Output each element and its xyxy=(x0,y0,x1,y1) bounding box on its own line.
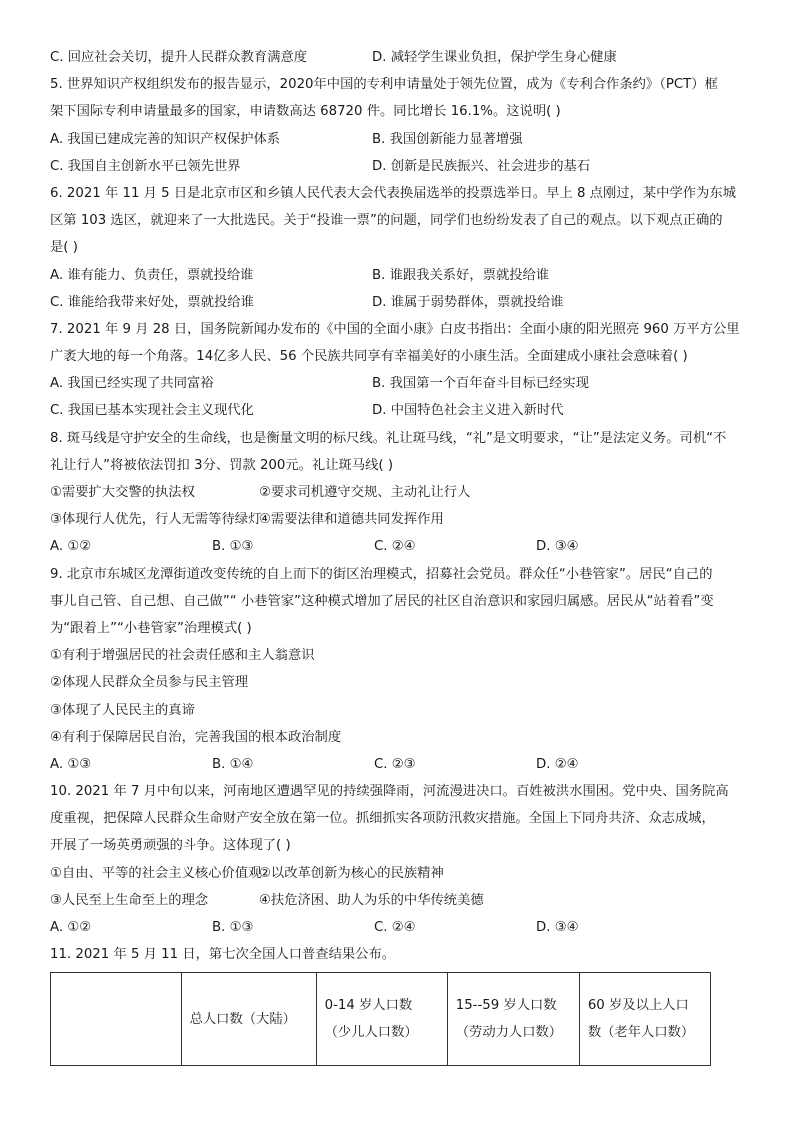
q10-statement-1: ①自由、平等的社会主义核心价值观 xyxy=(50,865,262,881)
q8-stem-line-1: 8. 斑马线是守护安全的生命线，也是衡量文明的标尺线。礼让斑马线，“礼”是文明要求，“让”是法定义务。司机“不 xyxy=(50,430,727,446)
table-header-total-population: 总人口数（大陆） xyxy=(181,973,316,1066)
q4-option-c[interactable]: C. 回应社会关切，提升人民群众教育满意度 xyxy=(50,50,308,65)
q9-stem-line-3: 为“跟着上”“小巷管家”治理模式( ) xyxy=(50,620,252,636)
q10-statements-12 xyxy=(50,860,762,887)
q9-statement-3: ③体现了人民民主的真谛 xyxy=(50,702,195,718)
q6-option-c[interactable]: C. 谁能给我带来好处，票就投给谁 xyxy=(50,294,254,310)
q7-stem-line-1: 7. 2021 年 9 月 28 日，国务院新闻办发布的《中国的全面小康》白皮书指出：全面小康的阳光照亮 960 万平方公里 xyxy=(50,321,740,337)
q4-options-cd xyxy=(50,44,762,71)
q6-option-d[interactable]: D. 谁属于弱势群体，票就投给谁 xyxy=(372,294,564,310)
table-header-age-15-59: 15--59 岁人口数（劳动力人口数） xyxy=(447,973,579,1066)
table-header-row xyxy=(51,973,711,1066)
q6-stem-line-3: 是( ) xyxy=(50,240,78,256)
q8-option-c[interactable]: C. ②④ xyxy=(374,539,416,555)
q8-statement-4: ④需要法律和道德共同发挥作用 xyxy=(259,512,444,528)
q9-option-b[interactable]: B. ①④ xyxy=(212,756,254,772)
q7-option-b[interactable]: B. 我国第一个百年奋斗目标已经实现 xyxy=(372,376,590,392)
q11-stem: 11. 2021 年 5 月 11 日，第七次全国人口普查结果公布。 xyxy=(50,947,396,963)
q7-options-cd xyxy=(50,397,762,424)
q6-option-b[interactable]: B. 谁跟我关系好，票就投给谁 xyxy=(372,267,550,283)
q6-option-a[interactable]: A. 谁有能力、负责任，票就投给谁 xyxy=(50,267,254,283)
q5-option-c[interactable]: C. 我国自主创新水平已领先世界 xyxy=(50,158,241,174)
q8-stem-line-2: 礼让行人”将被依法罚扣 3分、罚款 200元。礼让斑马线( ) xyxy=(50,457,394,473)
q7-stem-line-2: 广袤大地的每一个角落。14亿多人民、56 个民族共同享有幸福美好的小康生活。全面建成小康社会意味着( ) xyxy=(50,349,688,365)
q10-stem-line-1: 10. 2021 年 7 月中旬以来，河南地区遭遇罕见的持续强降雨，河流漫进决口。百姓被洪水围困。党中央、国务院高 xyxy=(50,784,729,800)
q9-statement-4: ④有利于保障居民自治，完善我国的根本政治制度 xyxy=(50,729,342,745)
q9-statement-2: ②体现人民群众全员参与民主管理 xyxy=(50,675,249,691)
q10-options xyxy=(50,914,762,941)
table-header-age-60-plus: 60 岁及以上人口数（老年人口数） xyxy=(579,973,710,1066)
q7-option-c[interactable]: C. 我国已基本实现社会主义现代化 xyxy=(50,403,254,419)
q10-statements-34 xyxy=(50,887,762,914)
q4-option-d[interactable]: D. 减轻学生课业负担，保护学生身心健康 xyxy=(372,50,617,65)
q5-options-cd xyxy=(50,153,762,180)
q5-options-ab xyxy=(50,126,762,153)
population-census-table xyxy=(50,972,711,1066)
q5-stem-line-2: 架下国际专利申请量最多的国家，申请数高达 68720 件。同比增长 16.1%。这说明( ) xyxy=(50,104,561,120)
q8-option-a[interactable]: A. ①② xyxy=(50,539,92,555)
q8-statements-34 xyxy=(50,506,762,533)
q7-option-d[interactable]: D. 中国特色社会主义进入新时代 xyxy=(372,403,564,419)
q6-options-cd xyxy=(50,289,762,316)
q6-stem-line-1: 6. 2021 年 11 月 5 日是北京市区和乡镇人民代表大会代表换届选举的投票选举日。早上 8 点刚过，某中学作为东城 xyxy=(50,185,736,201)
q7-options-ab xyxy=(50,370,762,397)
q7-option-a[interactable]: A. 我国已经实现了共同富裕 xyxy=(50,376,214,392)
q5-stem-line-1: 5. 世界知识产权组织发布的报告显示，2020年中国的专利申请量处于领先位置，成为《专利合作条约》（PCT）框 xyxy=(50,77,718,93)
q9-option-a[interactable]: A. ①③ xyxy=(50,756,92,772)
q10-option-b[interactable]: B. ①③ xyxy=(212,920,254,935)
q8-option-d[interactable]: D. ③④ xyxy=(536,539,579,555)
q9-options xyxy=(50,751,762,778)
q10-stem-line-2: 度重视，把保障人民群众生命财产安全放在第一位。抓细抓实各项防汛救灾措施。全国上下同舟共济、众志成城， xyxy=(50,811,715,827)
q10-option-c[interactable]: C. ②④ xyxy=(374,920,416,935)
q8-statement-2: ②要求司机遵守交规、主动礼让行人 xyxy=(259,485,471,500)
q8-statement-3: ③体现行人优先，行人无需等待绿灯 xyxy=(50,512,262,528)
q10-statement-2: ②以改革创新为核心的民族精神 xyxy=(259,865,444,881)
q8-statements-12 xyxy=(50,479,762,506)
q5-option-b[interactable]: B. 我国创新能力显著增强 xyxy=(372,131,523,147)
q5-option-d[interactable]: D. 创新是民族振兴、社会进步的基石 xyxy=(372,158,591,174)
q10-option-d[interactable]: D. ③④ xyxy=(536,920,579,935)
q10-statement-3: ③人民至上生命至上的理念 xyxy=(50,892,209,908)
q9-statement-1: ①有利于增强居民的社会责任感和主人翁意识 xyxy=(50,648,315,664)
q9-stem-line-1: 9. 北京市东城区龙潭街道改变传统的自上而下的街区治理模式，招募社会党员。群众任“小巷管家”。居民“自己的 xyxy=(50,566,713,582)
q5-option-a[interactable]: A. 我国已建成完善的知识产权保护体系 xyxy=(50,131,281,147)
q8-option-b[interactable]: B. ①③ xyxy=(212,539,254,555)
exam-page xyxy=(50,44,762,1066)
q8-statement-1: ①需要扩大交警的执法权 xyxy=(50,485,195,500)
q9-option-d[interactable]: D. ②④ xyxy=(536,756,579,772)
q10-stem-line-3: 开展了一场英勇顽强的斗争。这体现了( ) xyxy=(50,838,291,854)
q6-options-ab xyxy=(50,262,762,289)
q6-stem-line-2: 区第 103 选区，就迎来了一大批选民。关于“投谁一票”的问题，同学们也纷纷发表了自己的观点。以下观点正确的 xyxy=(50,213,723,229)
q8-options xyxy=(50,533,762,560)
table-header-cell-blank xyxy=(51,973,182,1066)
q9-option-c[interactable]: C. ②③ xyxy=(374,756,416,772)
table-header-age-0-14: 0-14 岁人口数（少儿人口数） xyxy=(316,973,447,1066)
q10-statement-4: ④扶危济困、助人为乐的中华传统美德 xyxy=(259,892,484,908)
q9-stem-line-2: 事儿自己管、自己想、自己做”“ 小巷管家”这种模式增加了居民的社区自治意识和家园归属感。居民从“站着看”变 xyxy=(50,593,714,609)
q10-option-a[interactable]: A. ①② xyxy=(50,920,92,935)
